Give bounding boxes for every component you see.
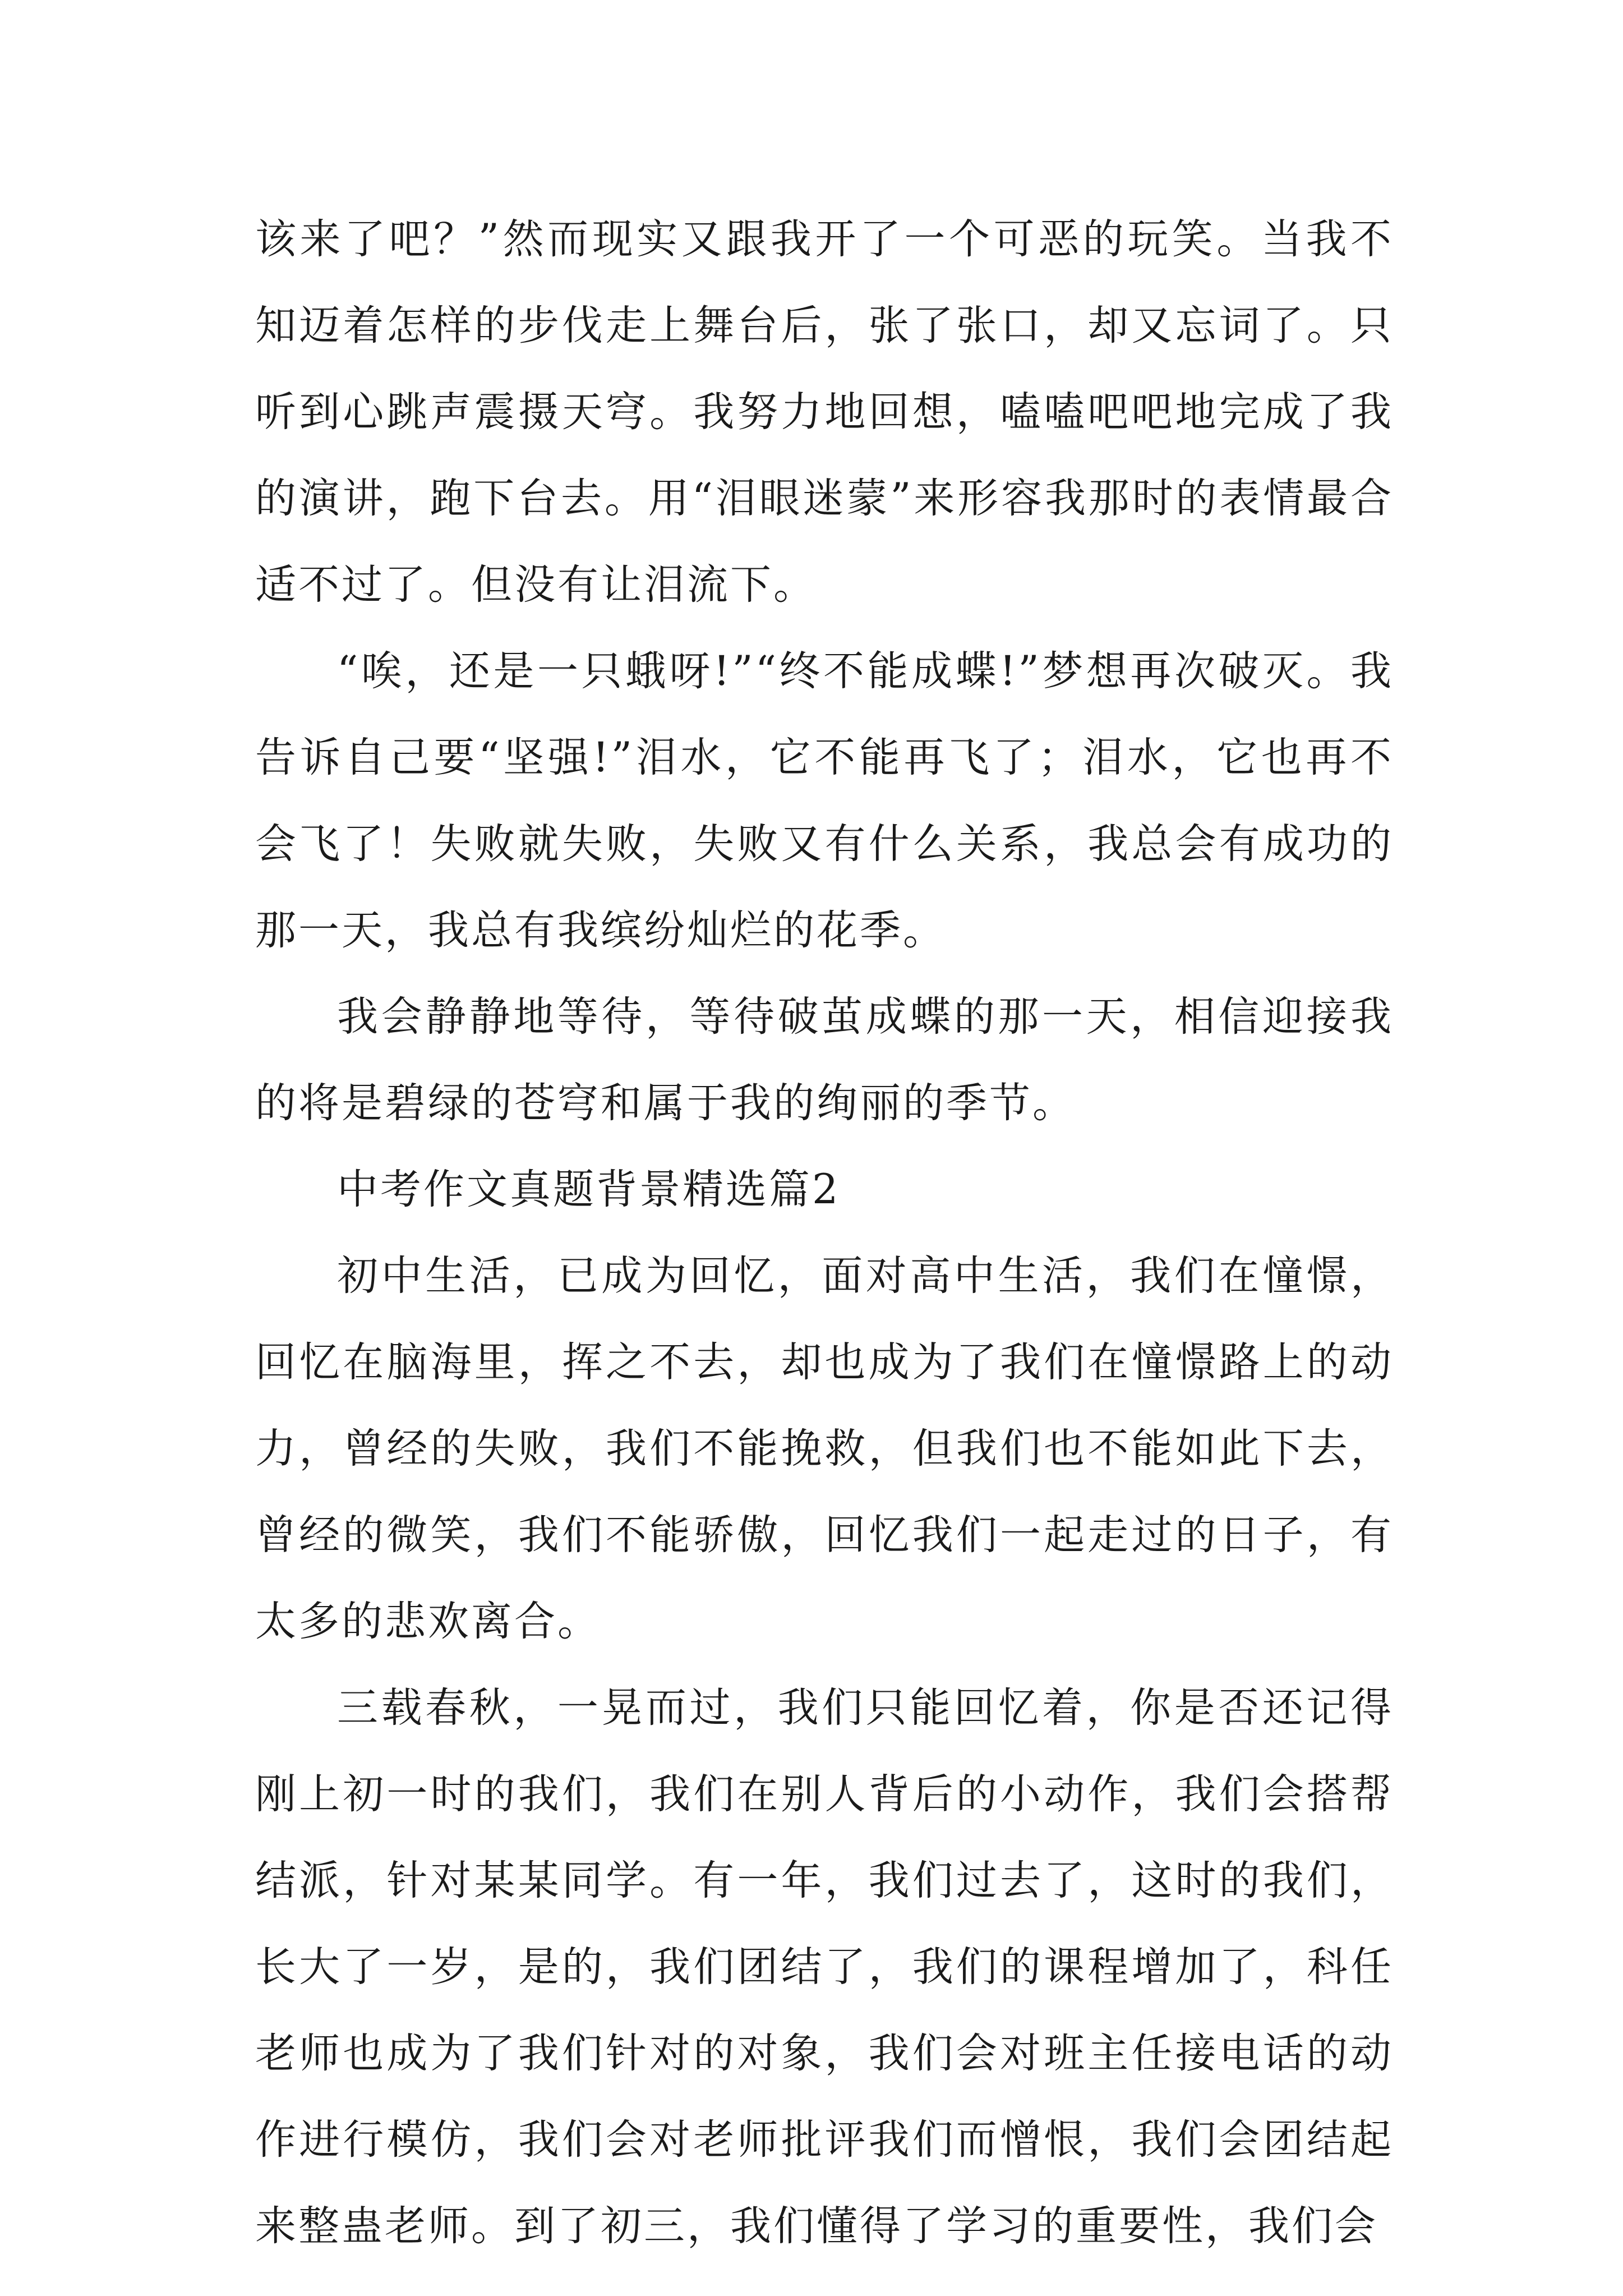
paragraph: 我会静静地等待，等待破茧成蝶的那一天，相信迎接我的将是碧绿的苍穹和属于我的绚丽的季节。 <box>255 993 1394 1127</box>
document-body <box>255 196 1394 2270</box>
paragraph: 三载春秋，一晃而过，我们只能回忆着，你是否还记得刚上初一时的我们，我们在别人背后的小动作，我们会搭帮结派，针对某某同学。有一年，我们过去了，这时的我们，长大了一岁，是的，我们团结了，我们的课程增加了，科任老师也成为了我们针对的对象，我们会对班主任接电话的动作进行模仿，我们会对老师批评我们而憎恨，我们会团结起来整蛊老师。到了初三，我们懂得了学习的重要性，我们会 <box>255 1684 1394 2250</box>
paragraph-continued: 该来了吧？”然而现实又跟我开了一个可恶的玩笑。当我不知迈着怎样的步伐走上舞台后，张了张口，却又忘词了。只听到心跳声震摄天穹。我努力地回想，嗑嗑吧吧地完成了我的演讲，跑下台去。用“泪眼迷蒙”来形容我那时的表情最合适不过了。但没有让泪流下。 <box>255 215 1394 609</box>
section-heading: 中考作文真题背景精选篇2 <box>337 1166 841 1213</box>
paragraph: “唉，还是一只蛾呀!”“终不能成蝶!”梦想再次破灭。我告诉自己要“坚强!”泪水，它不能再飞了；泪水，它也再不会飞了！失败就失败，失败又有什么关系，我总会有成功的那一天，我总有我缤纷灿烂的花季。 <box>255 647 1394 954</box>
paragraph: 初中生活，已成为回忆，面对高中生活，我们在憧憬，回忆在脑海里，挥之不去，却也成为了我们在憧憬路上的动力，曾经的失败，我们不能挽救，但我们也不能如此下去，曾经的微笑，我们不能骄傲，回忆我们一起走过的日子，有太多的悲欢离合。 <box>255 1252 1394 1645</box>
